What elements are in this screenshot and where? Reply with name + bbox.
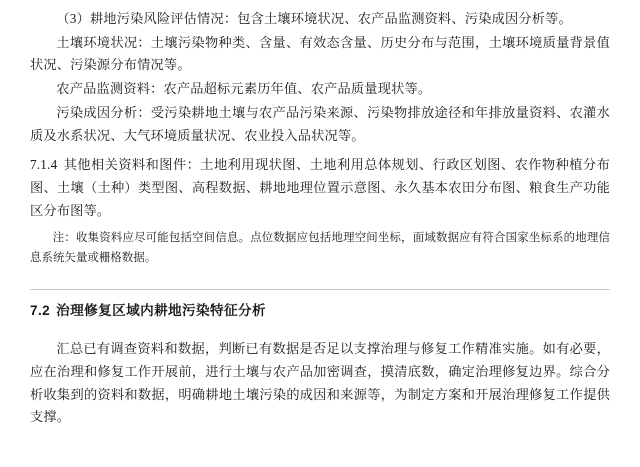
paragraph-pollution-cause: 污染成因分析：受污染耕地土壤与农产品污染来源、污染物排放途径和年排放量资料、农灌水质及水系状况、大气环境质量状况、农业投入品状况等。: [30, 104, 610, 143]
section-7-1-4-title: 其他相关资料和图件: [63, 157, 187, 173]
section-7-1-4-number: 7.1.4: [30, 157, 58, 173]
section-7-2-heading: [30, 300, 610, 322]
paragraph-soil-environment: 土壤环境状况：土壤污染物种类、含量、有效态含量、历史分布与范围，土壤环境质量背景值状况、污染源分布情况等。: [30, 34, 610, 73]
paragraph-7-2-body: 汇总已有调查资料和数据，判断已有数据是否足以支撑治理与修复工作精准实施。如有必要，应在治理和修复工作开展前，进行土壤与农产品加密调查，摸清底数，确定治理修复边界。综合分析收集到的资料和数据，明确耕地土壤污染的成因和来源等，为制定方案和开展治理修复工作提供支撑。: [30, 341, 610, 425]
section-7-1-4: [30, 154, 610, 222]
note-text: 收集资料应尽可能包括空间信息。点位数据应包括地理空间坐标，面域数据应有符合国家坐标系的地理信息系统矢量或栅格数据。: [30, 232, 611, 264]
paragraph-risk-assessment: （3）耕地污染风险评估情况：包含土壤环境状况、农产品监测资料、污染成因分析等。: [56, 11, 572, 26]
spacer: [30, 269, 610, 281]
note-block: [30, 229, 610, 268]
note-label: 注：: [52, 232, 77, 245]
spacer: [30, 321, 610, 336]
section-divider: [30, 289, 610, 290]
section-7-2-number: 7.2: [30, 302, 51, 318]
paragraph-product-monitoring: 农产品监测资料：农产品超标元素历年值、农产品质量现状等。: [56, 81, 432, 97]
section-7-2-title: 治理修复区域内耕地污染特征分析: [56, 302, 267, 318]
section-7-1-4-body: ：土地利用现状图、土地利用总体规划、行政区划图、农作物种植分布图、土壤（土种）类型图、高程数据、耕地地理位置示意图、永久基本农田分布图、粮食生产功能区分布图等。: [30, 157, 610, 218]
